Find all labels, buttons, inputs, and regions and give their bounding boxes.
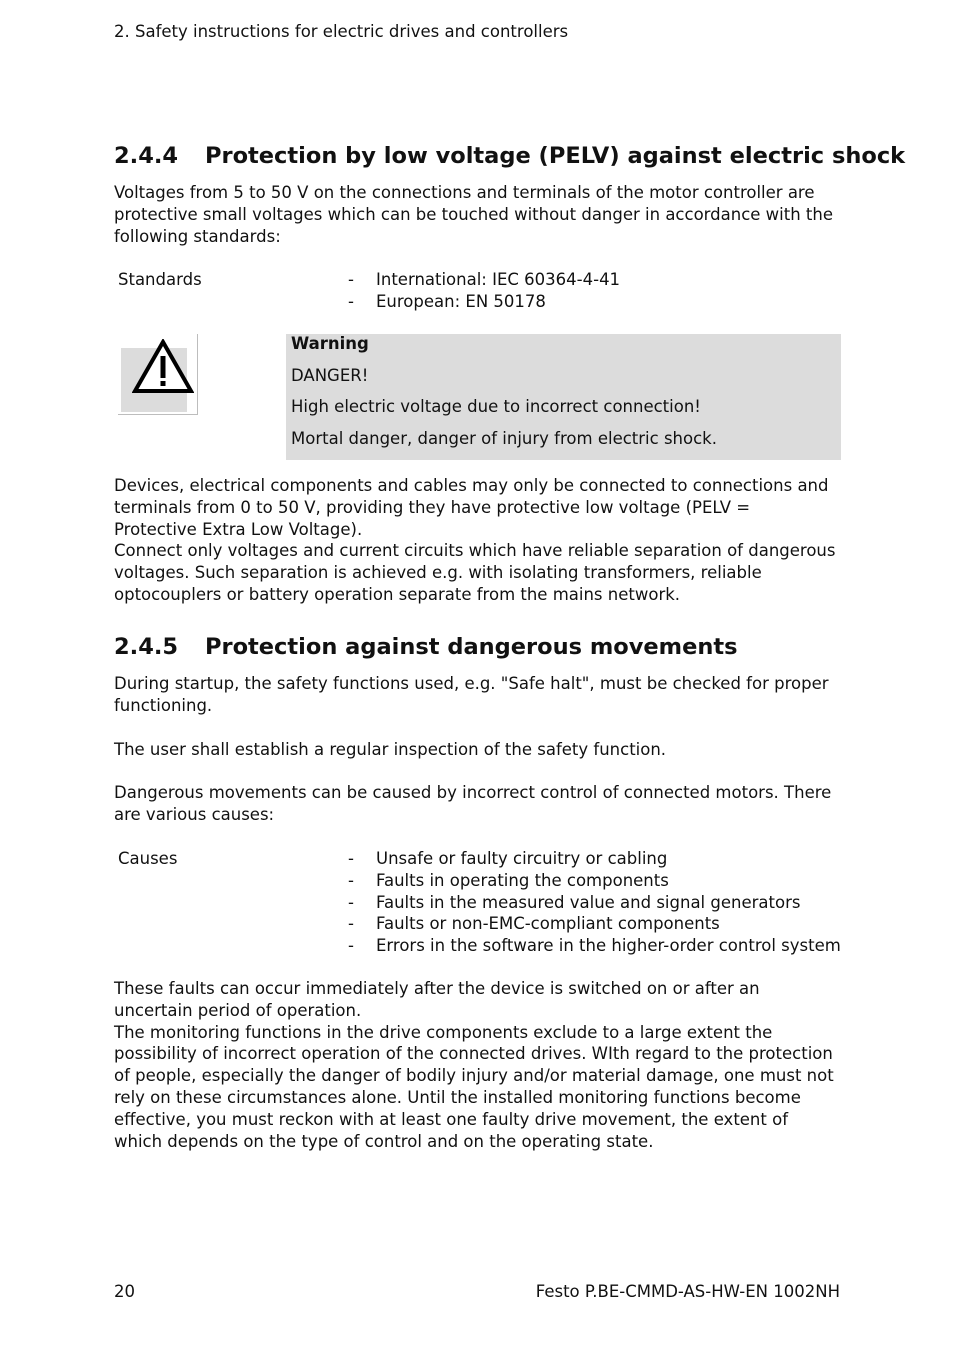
paragraph-startup [114,673,838,717]
paragraph-causes-intro [114,782,838,826]
list-item-text: Faults in the measured value and signal generators [376,892,801,912]
list-item-text: Faults or non-EMC-compliant components [376,914,720,934]
warning-line-consequence: Mortal danger, danger of injury from electric shock. [291,429,717,448]
body-text: Devices, electrical components and cables may only be connected to connections and terminals from 0 to 50 V, providing they have protective low voltage (PELV = Protective Extra Low Voltage). [114,476,829,539]
list-item-text: Errors in the software in the higher-order control system [376,936,841,956]
section-number: 2.4.5 [114,634,179,660]
list-item [348,291,848,313]
running-header: 2. Safety instructions for electric drives and controllers [114,22,569,41]
standards-label: Standards [118,270,202,289]
list-item [348,913,848,935]
paragraph-pelv [114,475,838,606]
dash-bullet: - [348,914,354,934]
warning-line-danger: DANGER! [291,366,369,385]
warning-triangle-icon [132,339,194,394]
dash-bullet: - [348,849,354,868]
paragraph-monitoring [114,978,838,1152]
list-item [348,269,848,291]
section-number: 2.4.4 [114,143,179,169]
list-item [348,870,848,892]
standards-items [348,269,848,313]
warning-box [286,334,841,460]
list-item-text: European: EN 50178 [376,291,546,311]
page-number: 20 [114,1282,135,1301]
section-heading-2-4-4 [114,143,905,169]
list-item-text: Unsafe or faulty circuitry or cabling [376,849,668,868]
body-text: The monitoring functions in the drive components exclude to a large extent the possibility of incorrect operation of the connected drives. WIth regard to the protection of people, especially the danger of bodily injury and/or material damage, one must not rely on these circumstances alone. Until the installed monitoring functions become effective, you must reckon with at least one faulty drive movement, the extent of which depends on the type of control and on the operating state. [114,1022,834,1151]
section-title: Protection by low voltage (PELV) against electric shock [205,143,906,169]
dash-bullet: - [348,870,354,890]
document-id: Festo P.BE-CMMD-AS-HW-EN 1002NH [535,1282,840,1301]
list-item-text: Faults in operating the components [376,870,669,890]
causes-label: Causes [118,849,178,868]
body-text: These faults can occur immediately after the device is switched on or after an uncertain period of operation. [114,979,760,1020]
dash-bullet: - [348,892,354,912]
dash-bullet: - [348,270,354,289]
paragraph-intro [114,182,838,247]
dash-bullet: - [348,291,354,311]
dash-bullet: - [348,936,354,956]
warning-title: Warning [291,334,369,353]
section-heading-2-4-5 [114,634,738,660]
body-text: During startup, the safety functions used, e.g. "Safe halt", must be checked for proper functioning. [114,674,829,715]
list-item [348,848,848,870]
body-text: Connect only voltages and current circuits which have reliable separation of dangerous voltages. Such separation is achieved e.g. with isolating transformers, reliable optocouplers or battery operation separate from the mains network. [114,541,836,604]
paragraph-inspection [114,739,838,761]
warning-icon-frame [118,334,198,415]
warning-line-cause: High electric voltage due to incorrect connection! [291,397,701,416]
section-title: Protection against dangerous movements [205,634,738,660]
list-item-text: International: IEC 60364-4-41 [376,270,621,289]
body-text: Dangerous movements can be caused by incorrect control of connected motors. There are various causes: [114,783,832,824]
intro-text: Voltages from 5 to 50 V on the connections and terminals of the motor controller are protective small voltages which can be touched without danger in accordance with the following standards: [114,183,834,246]
body-text: The user shall establish a regular inspection of the safety function. [114,740,667,759]
list-item [348,935,848,957]
causes-items [348,848,848,957]
list-item [348,892,848,914]
